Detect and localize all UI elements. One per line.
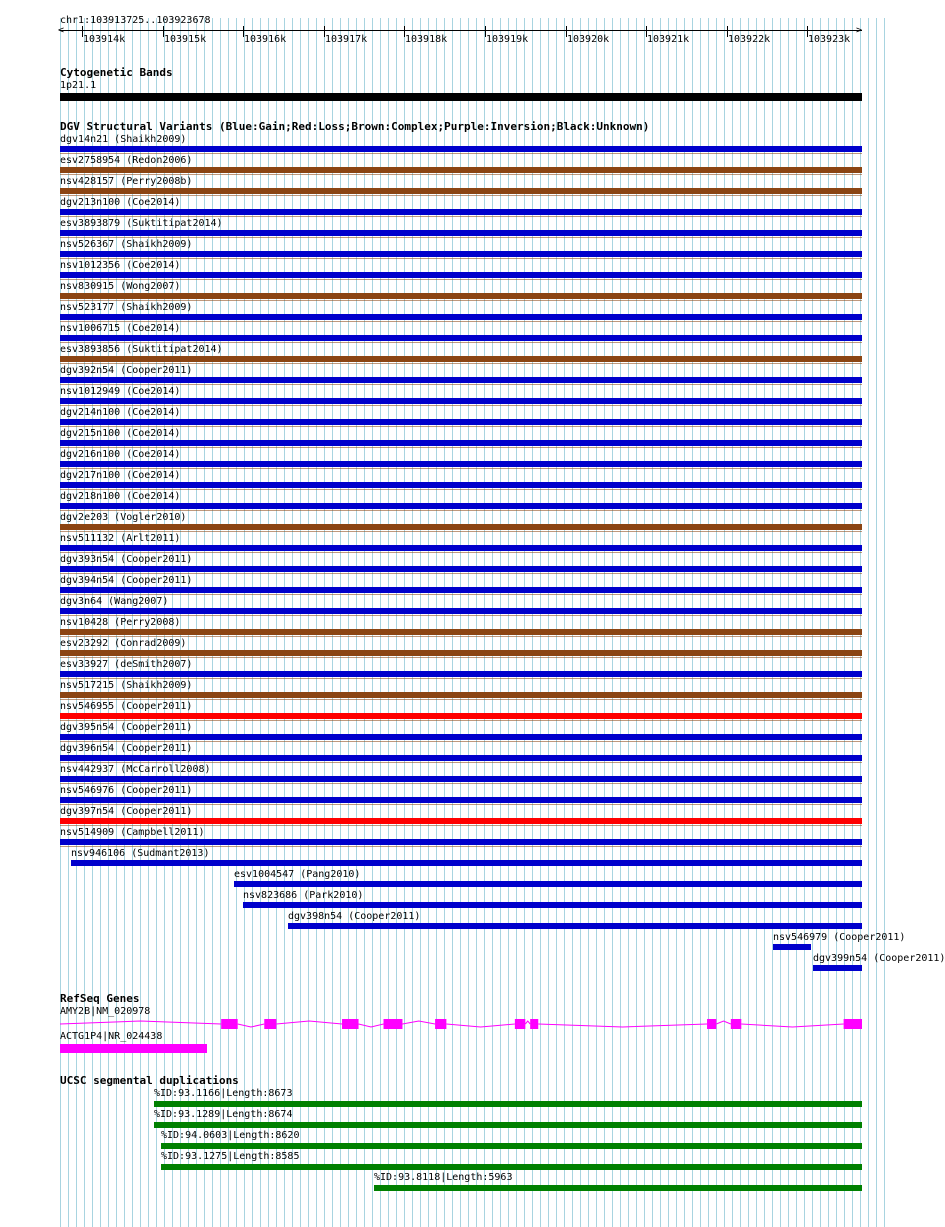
segdup-item-label: %ID:93.8118|Length:5963 <box>374 1172 513 1183</box>
dgv-item-label: dgv394n54 (Cooper2011) <box>60 575 193 586</box>
dgv-item-label: nsv823686 (Park2010) <box>243 890 364 901</box>
dgv-item-label: dgv215n100 (Coe2014) <box>60 428 181 439</box>
dgv-item-label: nsv546979 (Cooper2011) <box>773 932 906 943</box>
cytoband-label: 1p21.1 <box>60 80 97 91</box>
dgv-item-label: dgv395n54 (Cooper2011) <box>60 722 193 733</box>
dgv-item-label: nsv946106 (Sudmant2013) <box>71 848 210 859</box>
dgv-item-label: nsv511132 (Arlt2011) <box>60 533 181 544</box>
refseq-exon[interactable] <box>707 1019 716 1029</box>
ruler-tick-label: 103918k <box>405 34 448 45</box>
dgv-item-label: nsv10428 (Perry2008) <box>60 617 181 628</box>
dgv-item-label: dgv393n54 (Cooper2011) <box>60 554 193 565</box>
dgv-track-title[interactable]: DGV Structural Variants (Blue:Gain;Red:Loss;Brown:Complex;Purple:Inversion;Black:Unknown) <box>60 120 650 133</box>
segdup-item-bar[interactable] <box>161 1143 862 1149</box>
dgv-item-label: nsv830915 (Wong2007) <box>60 281 181 292</box>
dgv-item-label: nsv428157 (Perry2008b) <box>60 176 193 187</box>
refseq-gene-label: ACTG1P4|NR_024438 <box>60 1031 163 1042</box>
dgv-item-label: dgv392n54 (Cooper2011) <box>60 365 193 376</box>
refseq-exon[interactable] <box>435 1019 446 1029</box>
refseq-intron <box>741 1024 843 1027</box>
dgv-item-label: dgv399n54 (Cooper2011) <box>813 953 945 964</box>
refseq-exon[interactable] <box>844 1019 862 1029</box>
dgv-item-label: dgv217n100 (Coe2014) <box>60 470 181 481</box>
dgv-item-label: nsv517215 (Shaikh2009) <box>60 680 193 691</box>
refseq-intron <box>716 1021 731 1024</box>
dgv-item-label: dgv396n54 (Cooper2011) <box>60 743 193 754</box>
dgv-item-label: dgv216n100 (Coe2014) <box>60 449 181 460</box>
refseq-track-title[interactable]: RefSeq Genes <box>60 992 140 1005</box>
ruler-tick-label: 103919k <box>486 34 529 45</box>
segdup-item-label: %ID:93.1289|Length:8674 <box>154 1109 293 1120</box>
ruler-left-arrow: < <box>58 25 65 36</box>
refseq-exon[interactable] <box>515 1019 525 1029</box>
refseq-intron <box>525 1021 530 1024</box>
dgv-item-label: esv2758954 (Redon2006) <box>60 155 193 166</box>
ruler-tick-label: 103917k <box>325 34 368 45</box>
dgv-item-label: nsv546976 (Cooper2011) <box>60 785 193 796</box>
dgv-item-label: nsv546955 (Cooper2011) <box>60 701 193 712</box>
dgv-item-label: dgv3n64 (Wang2007) <box>60 596 169 607</box>
dgv-item-label: esv3893879 (Suktitipat2014) <box>60 218 223 229</box>
segdup-item-bar[interactable] <box>161 1164 862 1170</box>
refseq-intron <box>238 1024 265 1027</box>
segdup-track-title[interactable]: UCSC segmental duplications <box>60 1074 239 1087</box>
dgv-item-label: nsv1012356 (Coe2014) <box>60 260 181 271</box>
dgv-item-label: nsv1012949 (Coe2014) <box>60 386 181 397</box>
segdup-item-label: %ID:93.1166|Length:8673 <box>154 1088 293 1099</box>
dgv-item-label: dgv2e203 (Vogler2010) <box>60 512 187 523</box>
ruler-position-label: chr1:103913725..103923678 <box>60 15 211 26</box>
refseq-exon[interactable] <box>221 1019 238 1029</box>
dgv-item-label: esv23292 (Conrad2009) <box>60 638 187 649</box>
segdup-item-bar[interactable] <box>154 1101 862 1107</box>
dgv-item-label: dgv218n100 (Coe2014) <box>60 491 181 502</box>
dgv-item-label: esv1004547 (Pang2010) <box>234 869 361 880</box>
ruler-tick-label: 103922k <box>728 34 771 45</box>
ruler-tick-label: 103921k <box>647 34 690 45</box>
ruler-tick-label: 103915k <box>164 34 207 45</box>
cytoband-track-title[interactable]: Cytogenetic Bands <box>60 66 173 79</box>
refseq-exon[interactable] <box>731 1019 741 1029</box>
ruler-tick-label: 103923k <box>808 34 851 45</box>
refseq-intron <box>60 1021 221 1024</box>
refseq-intron <box>359 1024 384 1027</box>
dgv-item-label: nsv1006715 (Coe2014) <box>60 323 181 334</box>
segdup-item-label: %ID:94.0603|Length:8620 <box>161 1130 300 1141</box>
ruler-tick-label: 103914k <box>83 34 126 45</box>
dgv-item-label: dgv14n21 (Shaikh2009) <box>60 134 187 145</box>
dgv-item-label: nsv442937 (McCarroll2008) <box>60 764 211 775</box>
dgv-item-label: esv3893856 (Suktitipat2014) <box>60 344 223 355</box>
refseq-exon[interactable] <box>384 1019 403 1029</box>
segdup-item-bar[interactable] <box>374 1185 862 1191</box>
dgv-item-label: nsv523177 (Shaikh2009) <box>60 302 193 313</box>
segdup-item-label: %ID:93.1275|Length:8585 <box>161 1151 300 1162</box>
refseq-intron <box>446 1024 514 1027</box>
ruler-tick-label: 103916k <box>244 34 287 45</box>
dgv-item-label: dgv397n54 (Cooper2011) <box>60 806 193 817</box>
refseq-gene-label: AMY2B|NM_020978 <box>60 1006 151 1017</box>
refseq-exon[interactable] <box>264 1019 276 1029</box>
dgv-item-label: esv33927 (deSmith2007) <box>60 659 193 670</box>
segdup-item-bar[interactable] <box>154 1122 862 1128</box>
refseq-exon[interactable] <box>342 1019 359 1029</box>
refseq-gene-actg1p4[interactable] <box>60 1044 207 1053</box>
dgv-item-label: dgv213n100 (Coe2014) <box>60 197 181 208</box>
dgv-item-label: nsv514909 (Campbell2011) <box>60 827 205 838</box>
dgv-item-label: dgv398n54 (Cooper2011) <box>288 911 421 922</box>
dgv-item-label: nsv526367 (Shaikh2009) <box>60 239 193 250</box>
refseq-intron <box>538 1024 707 1027</box>
refseq-exon[interactable] <box>530 1019 538 1029</box>
ruler-right-arrow: > <box>856 25 863 36</box>
ruler-tick-label: 103920k <box>567 34 610 45</box>
dgv-item-label: dgv214n100 (Coe2014) <box>60 407 181 418</box>
refseq-intron <box>276 1021 342 1024</box>
refseq-intron <box>402 1021 435 1024</box>
